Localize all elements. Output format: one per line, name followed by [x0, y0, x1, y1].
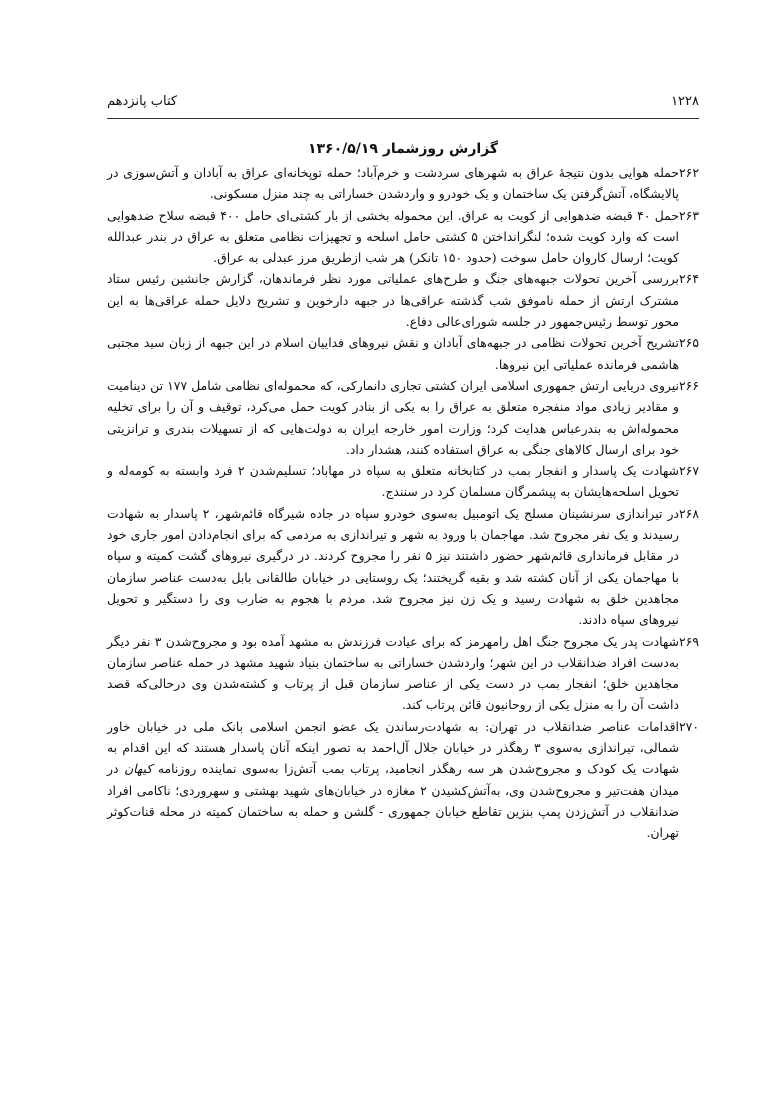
entry-number: ۲۶۹: [679, 633, 699, 649]
entry-text: حمل ۴۰ قبضه ضدهوایی از کویت به عراق. این محموله بخشی از بار کشتی‌ای حامل ۴۰۰ قبضه سلاح ضدهوایی است که وارد کویت شده؛ لنگرانداختن ۵ کشتی حامل اسلحه و تجهیزات نظامی متعلق به عراق در بندر عبدالله کویت؛ ارسال کاروان حامل سوخت (حدود ۱۵۰ تانکر) هر شب ازطریق مرز عبدلی به عراق.: [107, 207, 680, 266]
entry-list: [107, 162, 699, 844]
entry-264: [107, 268, 699, 332]
entry-text: [107, 716, 679, 844]
entry-text: نیروی دریایی ارتش جمهوری اسلامی ایران کشتی تجاری دانمارکی، که محموله‌ای نظامی شامل ۱۷۷ تن دینامیت و مقادیر زیادی مواد منفجره متعلق به عراق را به یکی از بنادر کویت حمل می‌کرد، توقیف و آن را برای تخلیه محموله‌اش به بندرعباس هدایت کرد؛ وزارت امور خارجه ایران به دولت‌هایی که از تسهیلات بندری و ترانزیتی خود برای ارسال کالاهای جنگی به عراق استفاده کنند، هشدار داد.: [107, 377, 679, 457]
page-number: ۱۲۲۸: [671, 93, 699, 109]
entry-text-part: اقدامات عناصر ضدانقلاب در تهران: به شهادت‌رساندن یک عضو انجمن اسلامی بانک ملی در خیابان خاور شمالی، تیراندازی به‌سوی ۳ رهگذر در خیابان جلال آل‌احمد به تصور اینکه آنان پاسدار هستند که این اقدام به شهادت یک کودک و مجروح‌شدن هر سه رهگذر انجامید، پرتاب بمب آتش‌زا به‌سوی نماینده روزنامه: [107, 718, 679, 777]
entry-text: شهادت پدر یک مجروح جنگ اهل رامهرمز که برای عیادت فرزندش به مشهد آمده بود و مجروح‌شدن ۳ نفر دیگر به‌دست افراد ضدانقلاب در این شهر؛ واردشدن خساراتی به ساختمان بنیاد شهید مشهد در حمله عناصر سازمان مجاهدین خلق؛ انفجار بمب در دست یکی از عناصر سازمان قبل از پرتاب و کشته‌شدن وی درحالی‌که قصد داشت آن را به منزل یکی از روحانیون قائن پرتاب کند.: [107, 633, 679, 713]
entry-number: ۲۷۰: [679, 718, 699, 734]
entry-text: حمله هوایی بدون نتیجهٔ عراق به شهرهای سردشت و خرم‌آباد؛ حمله توپخانه‌ای عراق به آبادان و آتش‌سوزی در پالایشگاه، آتش‌گرفتن یک ساختمان و یک خودرو و واردشدن خساراتی به چند منزل مسکونی.: [107, 165, 679, 202]
entry-text-part: در میدان هفت‌تیر و مجروح‌شدن وی، به‌آتش‌کشیدن ۲ مغازه در خیابان‌های شهید بهشتی و سهروردی؛ ناکامی افراد ضدانقلاب در آتش‌زدن پمپ بنزین تقاطع خیابان جمهوری - گلشن و حمله به ساختمان کمیته در محله قنات‌کوثر تهران.: [107, 761, 679, 841]
entry-number: ۲۶۲: [679, 165, 699, 180]
header-rule: [107, 118, 699, 119]
entry-number: ۲۶۷: [679, 463, 699, 479]
running-header: [107, 90, 699, 112]
entry-268: [107, 503, 699, 631]
entry-number: ۲۶۳: [679, 207, 699, 223]
entry-text: در تیراندازی سرنشینان مسلح یک اتومبیل به‌سوی خودرو سپاه در جاده شیرگاه قائم‌شهر، ۲ پاسدار به شهادت رسیدند و یک نفر مجروح شد. مهاجمان با ورود به شهر و تیراندازی به مردمی که برای انجام‌دادن امور جاری خود در مقابل فرمانداری قائم‌شهر حضور داشتند نیز ۵ نفر را مجروح کردند. در درگیری نیروهای گشت کمیته و سپاه با مهاجمان یکی از آنان کشته شد و بقیه گریختند؛ یک روستایی در خیابان طالقانی بابل به‌دست عناصر سازمان مجاهدین خلق به شهادت رسید و یک زن نیز مجروح شد. مردم با هجوم به ضارب وی را دستگیر و تحویل نیروهای سپاه دادند.: [107, 505, 679, 628]
entry-267: [107, 460, 699, 503]
entry-text: بررسی آخرین تحولات جبهه‌های جنگ و طرح‌های عملیاتی مورد نظر فرماندهان، گزارش جانشین رئیس ستاد مشترک ارتش از حمله ناموفق شب گذشته عراقی‌ها در جبهه دارخوین و تشریح دلایل حمله عراقی‌ها به این محور توسط رئیس‌جمهور در جلسه شورای‌عالی دفاع.: [107, 271, 679, 330]
entry-text: تشریح آخرین تحولات نظامی در جبهه‌های آبادان و نقش نیروهای فداییان اسلام در این جبهه از زبان سید مجتبی هاشمی فرمانده عملیاتی این نیروها.: [107, 335, 679, 372]
book-title: کتاب پانزدهم: [107, 93, 178, 109]
entry-number: ۲۶۵: [679, 335, 699, 351]
entry-263: [107, 205, 699, 269]
entry-number: ۲۶۸: [679, 505, 699, 521]
entry-262: [107, 162, 699, 205]
entry-270: [107, 716, 699, 844]
section-title: گزارش روزشمار ۱۳۶۰/۵/۱۹: [307, 141, 499, 157]
entry-number: ۲۶۶: [679, 377, 699, 393]
entry-266: [107, 375, 699, 460]
newspaper-name: کیهان: [124, 761, 153, 777]
entry-269: [107, 631, 699, 716]
entry-265: [107, 332, 699, 375]
entry-number: ۲۶۴: [679, 271, 699, 287]
entry-text: شهادت یک پاسدار و انفجار بمب در کتابخانه متعلق به سپاه در مهاباد؛ تسلیم‌شدن ۲ فرد وابسته به کومه‌له و تحویل اسلحه‌هایشان به پیشمرگان مسلمان کرد در سنندج.: [107, 463, 679, 500]
